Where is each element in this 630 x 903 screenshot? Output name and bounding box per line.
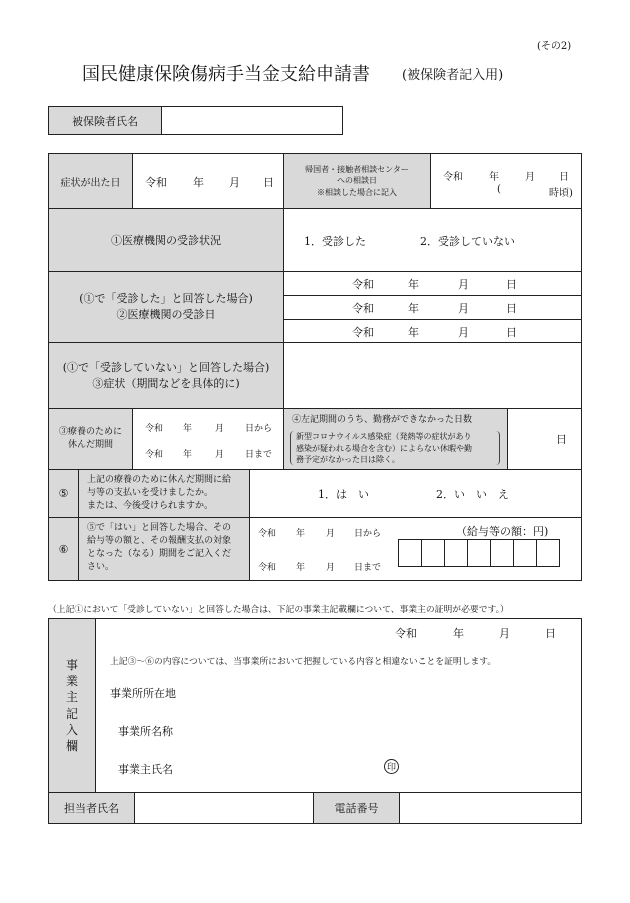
page-number: (その2) [537,41,572,52]
form-subtitle: (被保険者記入用) [402,68,504,83]
consult-date-label: 帰国者・接触者相談センター への相談日 ※相談した場合に記入 [284,154,430,208]
phone-number-label: 電話番号 [314,793,399,823]
phone-number-field[interactable] [400,793,581,823]
unable-days-label: ④左記期間のうち、勤務ができなかった日数 新型コロナウイルス感染症（発熱等の症状があり 感染が疑われる場合を含む）によらない休暇や勤 務予定がなかった日は除く。 [284,409,507,469]
visit-date-row[interactable]: 令和 年 月 日 [352,278,517,291]
office-address-field[interactable] [190,680,570,702]
office-address-label: 事業所所在地 [110,687,176,700]
symptoms-detail-label: (①で「受診していない」と回答した場合) ③症状（期間などを具体的に) [49,343,283,408]
amount-digit-box[interactable] [513,539,537,567]
q5-options [250,470,581,517]
seal-mark-icon: 印 [384,759,399,774]
q6-period-field[interactable]: 令和 年 月 日から 令和 年 月 日まで [258,529,382,573]
unable-days-note: 新型コロナウイルス感染症（発熱等の症状があり 感染が疑われる場合を含む）によらない休暇や勤 務予定がなかった日は除く。 [290,431,500,465]
option-visited[interactable]: 1．受診した [304,235,366,248]
employer-date-field[interactable]: 令和 年 月 日 [395,627,556,640]
owner-name-field[interactable] [190,756,370,778]
q5-question: 上記の療養のために休んだ期間に給 与等の支払いを受けましたか。 または、今後受けられますか。 [79,470,249,517]
q6-number: ⑥ [49,518,78,580]
visit-dates-label: (①で「受診した」と回答した場合) ②医療機関の受診日 [49,272,283,342]
symptom-date-field[interactable]: 令和 年 月 日 [145,176,274,189]
amount-digit-box[interactable] [536,539,560,567]
rest-period-field[interactable]: 令和 年 月 日から 令和 年 月 日まで [145,424,273,460]
office-name-label: 事業所名称 [118,725,173,738]
amount-digit-box[interactable] [467,539,491,567]
medical-status-options [284,209,581,271]
visit-date-row[interactable]: 令和 年 月 日 [352,326,517,339]
person-in-charge-field[interactable] [135,793,313,823]
amount-digit-box[interactable] [421,539,445,567]
medical-status-label: ①医療機関の受診状況 [49,209,283,271]
amount-digit-box[interactable] [444,539,468,567]
employer-side-label: 事 業 主 記 入 欄 [49,619,95,792]
employer-note: （上記①において「受診していない」と回答した場合は、下記の事業主記載欄について、事業主の証明が必要です。） [48,605,509,615]
form-title: 国民健康保険傷病手当金支給申請書 [82,64,370,85]
amount-digit-box[interactable] [398,539,422,567]
amount-label: （給与等の額：円) [456,525,549,538]
employer-certify-text: 上記③～⑥の内容については、当事業所において把握している内容と相違ないことを証明します。 [110,657,497,667]
insured-name-field[interactable] [161,106,343,135]
symptoms-detail-field[interactable] [284,343,581,408]
option-no[interactable]: 2．い い え [436,488,509,501]
office-name-field[interactable] [190,718,570,740]
visit-date-row[interactable]: 令和 年 月 日 [352,302,517,315]
option-yes[interactable]: 1．は い [318,488,369,501]
q6-question: ⑤で「はい」と回答した場合、その 給与等の額と、その報酬支払の対象 となった（なる）期間をご記入くだ さい。 [79,518,249,580]
person-in-charge-label: 担当者氏名 [49,793,134,823]
q5-number: ⑤ [49,470,78,517]
insured-name-label: 被保険者氏名 [48,106,162,135]
amount-digit-box[interactable] [490,539,514,567]
option-not-visited[interactable]: 2．受診していない [420,235,515,248]
consult-date-field[interactable]: 令和 年 月 日 ( 時頃) [443,172,573,199]
owner-name-label: 事業主氏名 [118,763,173,776]
symptom-date-label: 症状が出た日 [49,154,132,208]
rest-period-label: ③療養のために 休んだ期間 [49,409,132,469]
unable-days-field[interactable]: 日 [556,433,567,446]
